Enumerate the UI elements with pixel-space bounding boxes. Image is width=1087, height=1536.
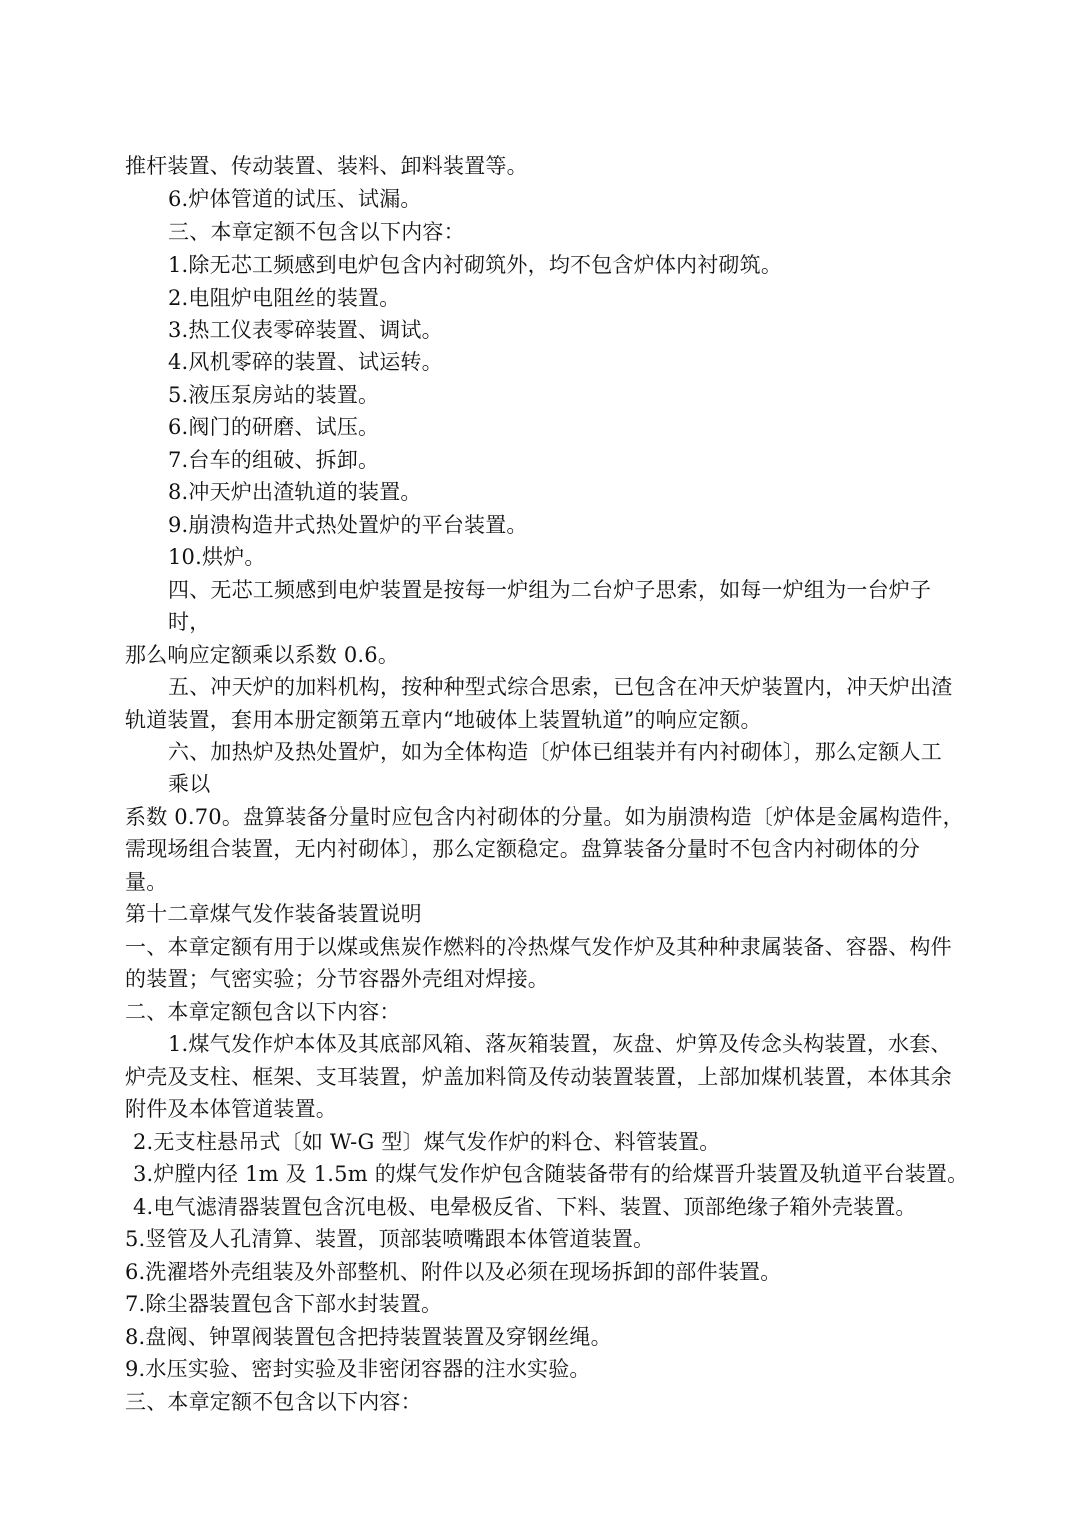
text-line: 9.崩溃构造井式热处置炉的平台装置。 xyxy=(168,513,528,537)
text-line: 2.电阻炉电阻丝的装置。 xyxy=(168,286,401,310)
text-line: 乘以 xyxy=(168,772,211,796)
text-line: 4.风机零碎的装置、试运转。 xyxy=(168,350,443,374)
text-line: 5.液压泵房站的装置。 xyxy=(168,383,380,407)
text-line: 1.除无芯工频感到电炉包含内衬砌筑外，均不包含炉体内衬砌筑。 xyxy=(168,253,783,277)
text-line: 5.竖管及人孔清算、装置，顶部装喷嘴跟本体管道装置。 xyxy=(125,1227,655,1251)
text-line: 的装置；气密实验；分节容器外壳组对焊接。 xyxy=(125,967,549,991)
text-line: 7.台车的组破、拆卸。 xyxy=(168,448,380,472)
text-line: 二、本章定额包含以下内容： xyxy=(125,1000,401,1024)
text-line: 6.阀门的研磨、试压。 xyxy=(168,415,380,439)
text-line: 三、本章定额不包含以下内容： xyxy=(125,1390,422,1414)
text-line: 附件及本体管道装置。 xyxy=(125,1097,337,1121)
section-heading: 第十二章煤气发作装备装置说明 xyxy=(125,902,422,926)
text-line: 6.洗濯塔外壳组装及外部整机、附件以及必须在现场拆卸的部件装置。 xyxy=(125,1260,782,1284)
text-line: 9.水压实验、密封实验及非密闭容器的注水实验。 xyxy=(125,1357,591,1381)
text-line: 6.炉体管道的试压、试漏。 xyxy=(168,187,422,211)
text-line: 3.热工仪表零碎装置、调试。 xyxy=(168,318,443,342)
text-line: 10.烘炉。 xyxy=(168,545,266,569)
text-line: 3.炉膛内径 1m 及 1.5m 的煤气发作炉包含随装备带有的给煤晋升装置及轨道平台装置。 xyxy=(133,1162,969,1186)
text-line: 五、冲天炉的加料机构，按种种型式综合思索，已包含在冲天炉装置内，冲天炉出渣 xyxy=(168,675,953,699)
text-line: 炉壳及支柱、框架、支耳装置，炉盖加料筒及传动装置装置，上部加煤机装置，本体其余 xyxy=(125,1065,952,1089)
text-line: 系数 0.70。盘算装备分量时应包含内衬砌体的分量。如为崩溃构造〔炉体是金属构造件， xyxy=(125,805,964,829)
text-line: 需现场组合装置，无内衬砌体〕，那么定额稳定。盘算装备分量时不包含内衬砌体的分 xyxy=(125,837,921,861)
text-line: 2.无支柱悬吊式〔如 W-G 型〕煤气发作炉的料仓、料管装置。 xyxy=(133,1130,721,1154)
text-line: 三、本章定额不包含以下内容： xyxy=(168,220,465,244)
text-line: 推杆装置、传动装置、装料、卸料装置等。 xyxy=(125,154,528,178)
text-line: 4.电气滤清器装置包含沉电极、电晕极反省、下料、装置、顶部绝缘子箱外壳装置。 xyxy=(133,1195,917,1219)
text-line: 8.冲天炉出渣轨道的装置。 xyxy=(168,480,422,504)
text-line: 那么响应定额乘以系数 0.6。 xyxy=(125,643,400,667)
text-line: 时， xyxy=(168,610,211,634)
text-line: 1.煤气发作炉本体及其底部风箱、落灰箱装置，灰盘、炉箅及传念头构装置，水套、 xyxy=(168,1032,952,1056)
text-line: 7.除尘器装置包含下部水封装置。 xyxy=(125,1292,443,1316)
text-line: 一、本章定额有用于以煤或焦炭作燃料的冷热煤气发作炉及其种种隶属装备、容器、构件 xyxy=(125,935,952,959)
text-line: 量。 xyxy=(125,870,168,894)
text-line: 四、无芯工频感到电炉装置是按每一炉组为二台炉子思索，如每一炉组为一台炉子 xyxy=(168,578,932,602)
text-line: 六、加热炉及热处置炉，如为全体构造〔炉体已组装并有内衬砌体〕，那么定额人工 xyxy=(168,740,942,764)
text-line: 轨道装置，套用本册定额第五章内“地破体上装置轨道”的响应定额。 xyxy=(125,708,762,732)
text-line: 8.盘阀、钟罩阀装置包含把持装置装置及穿钢丝绳。 xyxy=(125,1325,612,1349)
